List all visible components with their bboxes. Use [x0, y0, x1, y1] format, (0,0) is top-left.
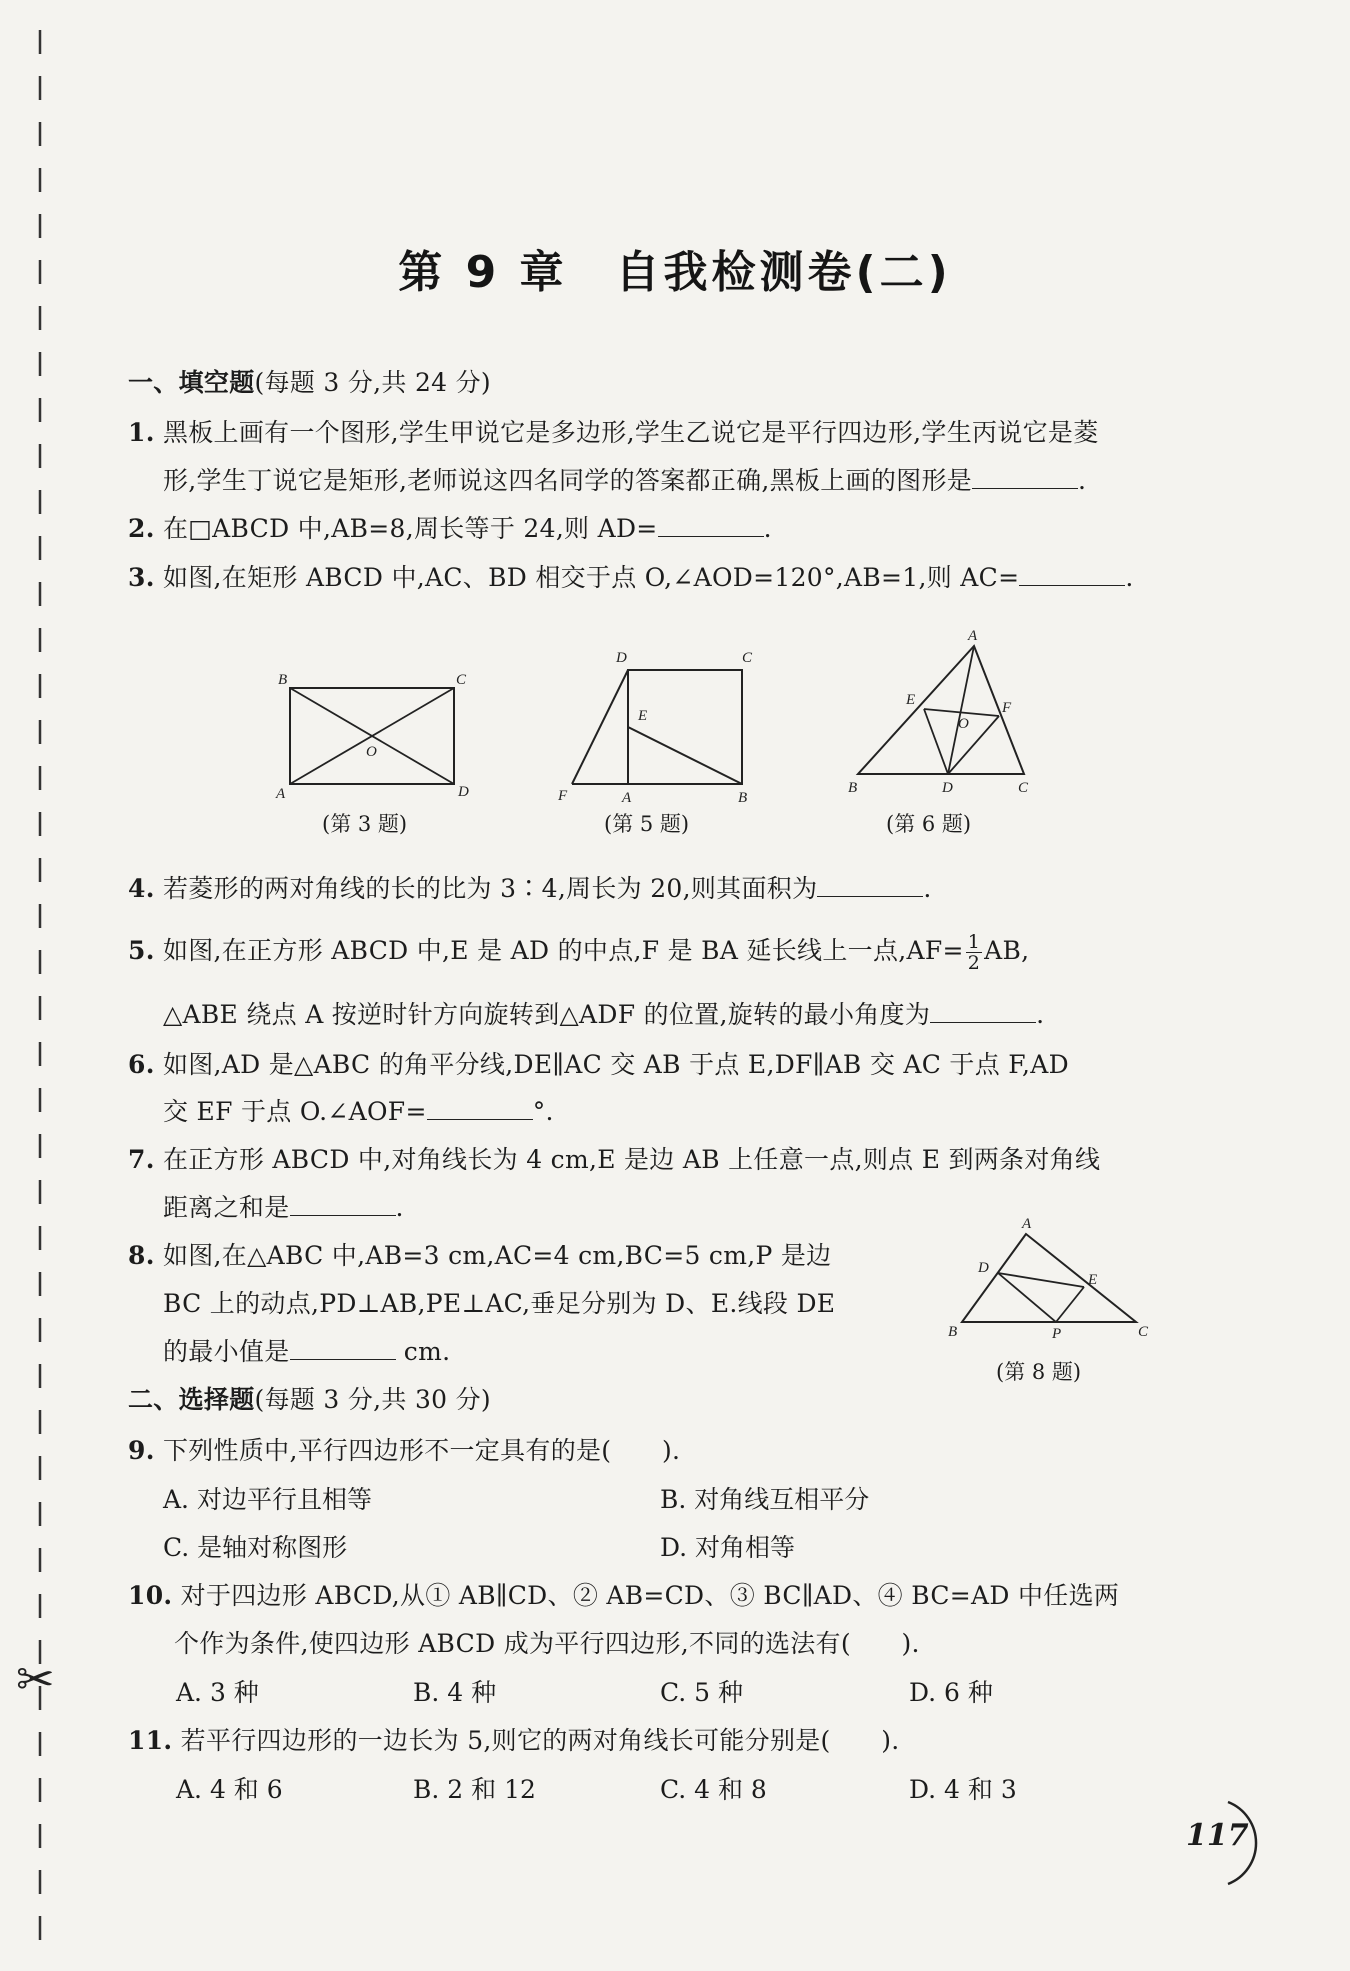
label-O: O: [958, 716, 969, 732]
figure-q3-rectangle: [270, 664, 480, 804]
section-multiple-choice: 二、选择题(每题 3 分,共 30 分): [128, 1385, 491, 1414]
question-6: 6. 如图,AD 是△ABC 的角平分线,DE∥AC 交 AB 于点 E,DF∥AB 交 AC 于点 F,AD: [128, 1050, 1069, 1079]
label-C: C: [456, 672, 467, 688]
label-E: E: [638, 708, 648, 724]
label-A: A: [1022, 1216, 1032, 1232]
answer-blank[interactable]: [817, 874, 923, 897]
answer-blank[interactable]: [290, 1193, 396, 1216]
question-8: 8. 如图,在△ABC 中,AB=3 cm,AC=4 cm,BC=5 cm,P 是边: [128, 1241, 832, 1270]
answer-blank[interactable]: [290, 1337, 396, 1360]
chapter-label: 第 9 章: [398, 247, 568, 298]
label-F: F: [1002, 700, 1012, 716]
label-D: D: [978, 1260, 989, 1276]
option-9-B[interactable]: B. 对角线互相平分: [660, 1485, 870, 1514]
label-C: C: [1018, 780, 1029, 796]
label-B: B: [848, 780, 858, 796]
question-7-line-2: 距离之和是 .: [163, 1193, 404, 1222]
page-number: 117: [1186, 1818, 1249, 1853]
question-1: 1. 黑板上画有一个图形,学生甲说它是多边形,学生乙说它是平行四边形,学生丙说它是菱: [128, 418, 1099, 447]
question-10-line-2: 个作为条件,使四边形 ABCD 成为平行四边形,不同的选法有( ).: [174, 1629, 920, 1658]
answer-blank[interactable]: [972, 466, 1078, 489]
question-5: 5. 如图,在正方形 ABCD 中,E 是 AD 的中点,F 是 BA 延长线上一点,AF= $\frac{1}{2}$ AB,: [128, 931, 1030, 974]
question-8-line-2: BC 上的动点,PD⊥AB,PE⊥AC,垂足分别为 D、E.线段 DE: [163, 1289, 836, 1318]
question-11: 11. 若平行四边形的一边长为 5,则它的两对角线长可能分别是( ).: [128, 1726, 900, 1755]
option-10-C[interactable]: C. 5 种: [660, 1678, 743, 1707]
option-11-D[interactable]: D. 4 和 3: [909, 1775, 1017, 1804]
label-D: D: [616, 650, 627, 666]
question-5-line-2: △ABE 绕点 A 按逆时针方向旋转到△ADF 的位置,旋转的最小角度为 .: [163, 1000, 1045, 1029]
answer-blank[interactable]: [930, 1000, 1036, 1023]
answer-blank[interactable]: [658, 514, 764, 537]
question-9: 9. 下列性质中,平行四边形不一定具有的是( ).: [128, 1436, 681, 1465]
option-11-A[interactable]: A. 4 和 6: [176, 1775, 283, 1804]
label-F: F: [558, 788, 568, 804]
option-10-A[interactable]: A. 3 种: [176, 1678, 259, 1707]
label-D: D: [942, 780, 953, 796]
label-A: A: [968, 628, 978, 644]
question-1-line-2: 形,学生丁说它是矩形,老师说这四名同学的答案都正确,黑板上画的图形是 .: [163, 466, 1087, 495]
caption-q3: (第 3 题): [322, 812, 408, 836]
label-A: A: [276, 786, 286, 802]
label-C: C: [1138, 1324, 1149, 1340]
caption-q5: (第 5 题): [604, 812, 690, 836]
label-P: P: [1052, 1326, 1062, 1342]
answer-blank[interactable]: [1019, 563, 1125, 586]
question-7: 7. 在正方形 ABCD 中,对角线长为 4 cm,E 是边 AB 上任意一点,则点 E 到两条对角线: [128, 1145, 1101, 1174]
option-10-B[interactable]: B. 4 种: [413, 1678, 497, 1707]
question-3: 3. 如图,在矩形 ABCD 中,AC、BD 相交于点 O,∠AOD=120°,AB=1,则 AC= .: [128, 563, 1134, 592]
label-D: D: [458, 784, 469, 800]
caption-q6: (第 6 题): [886, 812, 972, 836]
caption-q8: (第 8 题): [996, 1360, 1082, 1384]
page-title: [0, 236, 1350, 300]
question-2: 2. 在□ABCD 中,AB=8,周长等于 24,则 AD= .: [128, 514, 772, 543]
label-O: O: [366, 744, 377, 760]
question-4: 4. 若菱形的两对角线的长的比为 3∶4,周长为 20,则其面积为 .: [128, 874, 932, 903]
label-B: B: [278, 672, 288, 688]
label-E: E: [1088, 1272, 1098, 1288]
figure-q8-triangle: [940, 1212, 1160, 1342]
label-B: B: [948, 1324, 958, 1340]
label-B: B: [738, 790, 748, 805]
question-8-line-3: 的最小值是 cm.: [163, 1337, 451, 1366]
scissors-icon: ✂: [16, 1652, 55, 1706]
question-6-line-2: 交 EF 于点 O.∠AOF= °.: [163, 1097, 554, 1126]
label-C: C: [742, 650, 753, 666]
option-9-D[interactable]: D. 对角相等: [660, 1533, 796, 1562]
test-name: 自我检测卷(二): [615, 247, 952, 298]
section-fill-blank: 一、填空题(每题 3 分,共 24 分): [128, 368, 491, 397]
answer-blank[interactable]: [427, 1097, 533, 1120]
fraction: $\frac{1}{2}$: [967, 931, 981, 974]
label-E: E: [906, 692, 916, 708]
label-A: A: [622, 790, 632, 805]
option-9-C[interactable]: C. 是轴对称图形: [163, 1533, 348, 1562]
figure-q5-square: [550, 640, 770, 805]
option-11-B[interactable]: B. 2 和 12: [413, 1775, 536, 1804]
question-10: 10. 对于四边形 ABCD,从① AB∥CD、② AB=CD、③ BC∥AD、④ BC=AD 中任选两: [128, 1581, 1120, 1610]
option-11-C[interactable]: C. 4 和 8: [660, 1775, 767, 1804]
option-10-D[interactable]: D. 6 种: [909, 1678, 993, 1707]
figure-q6-triangle: [840, 628, 1040, 808]
option-9-A[interactable]: A. 对边平行且相等: [163, 1485, 372, 1514]
